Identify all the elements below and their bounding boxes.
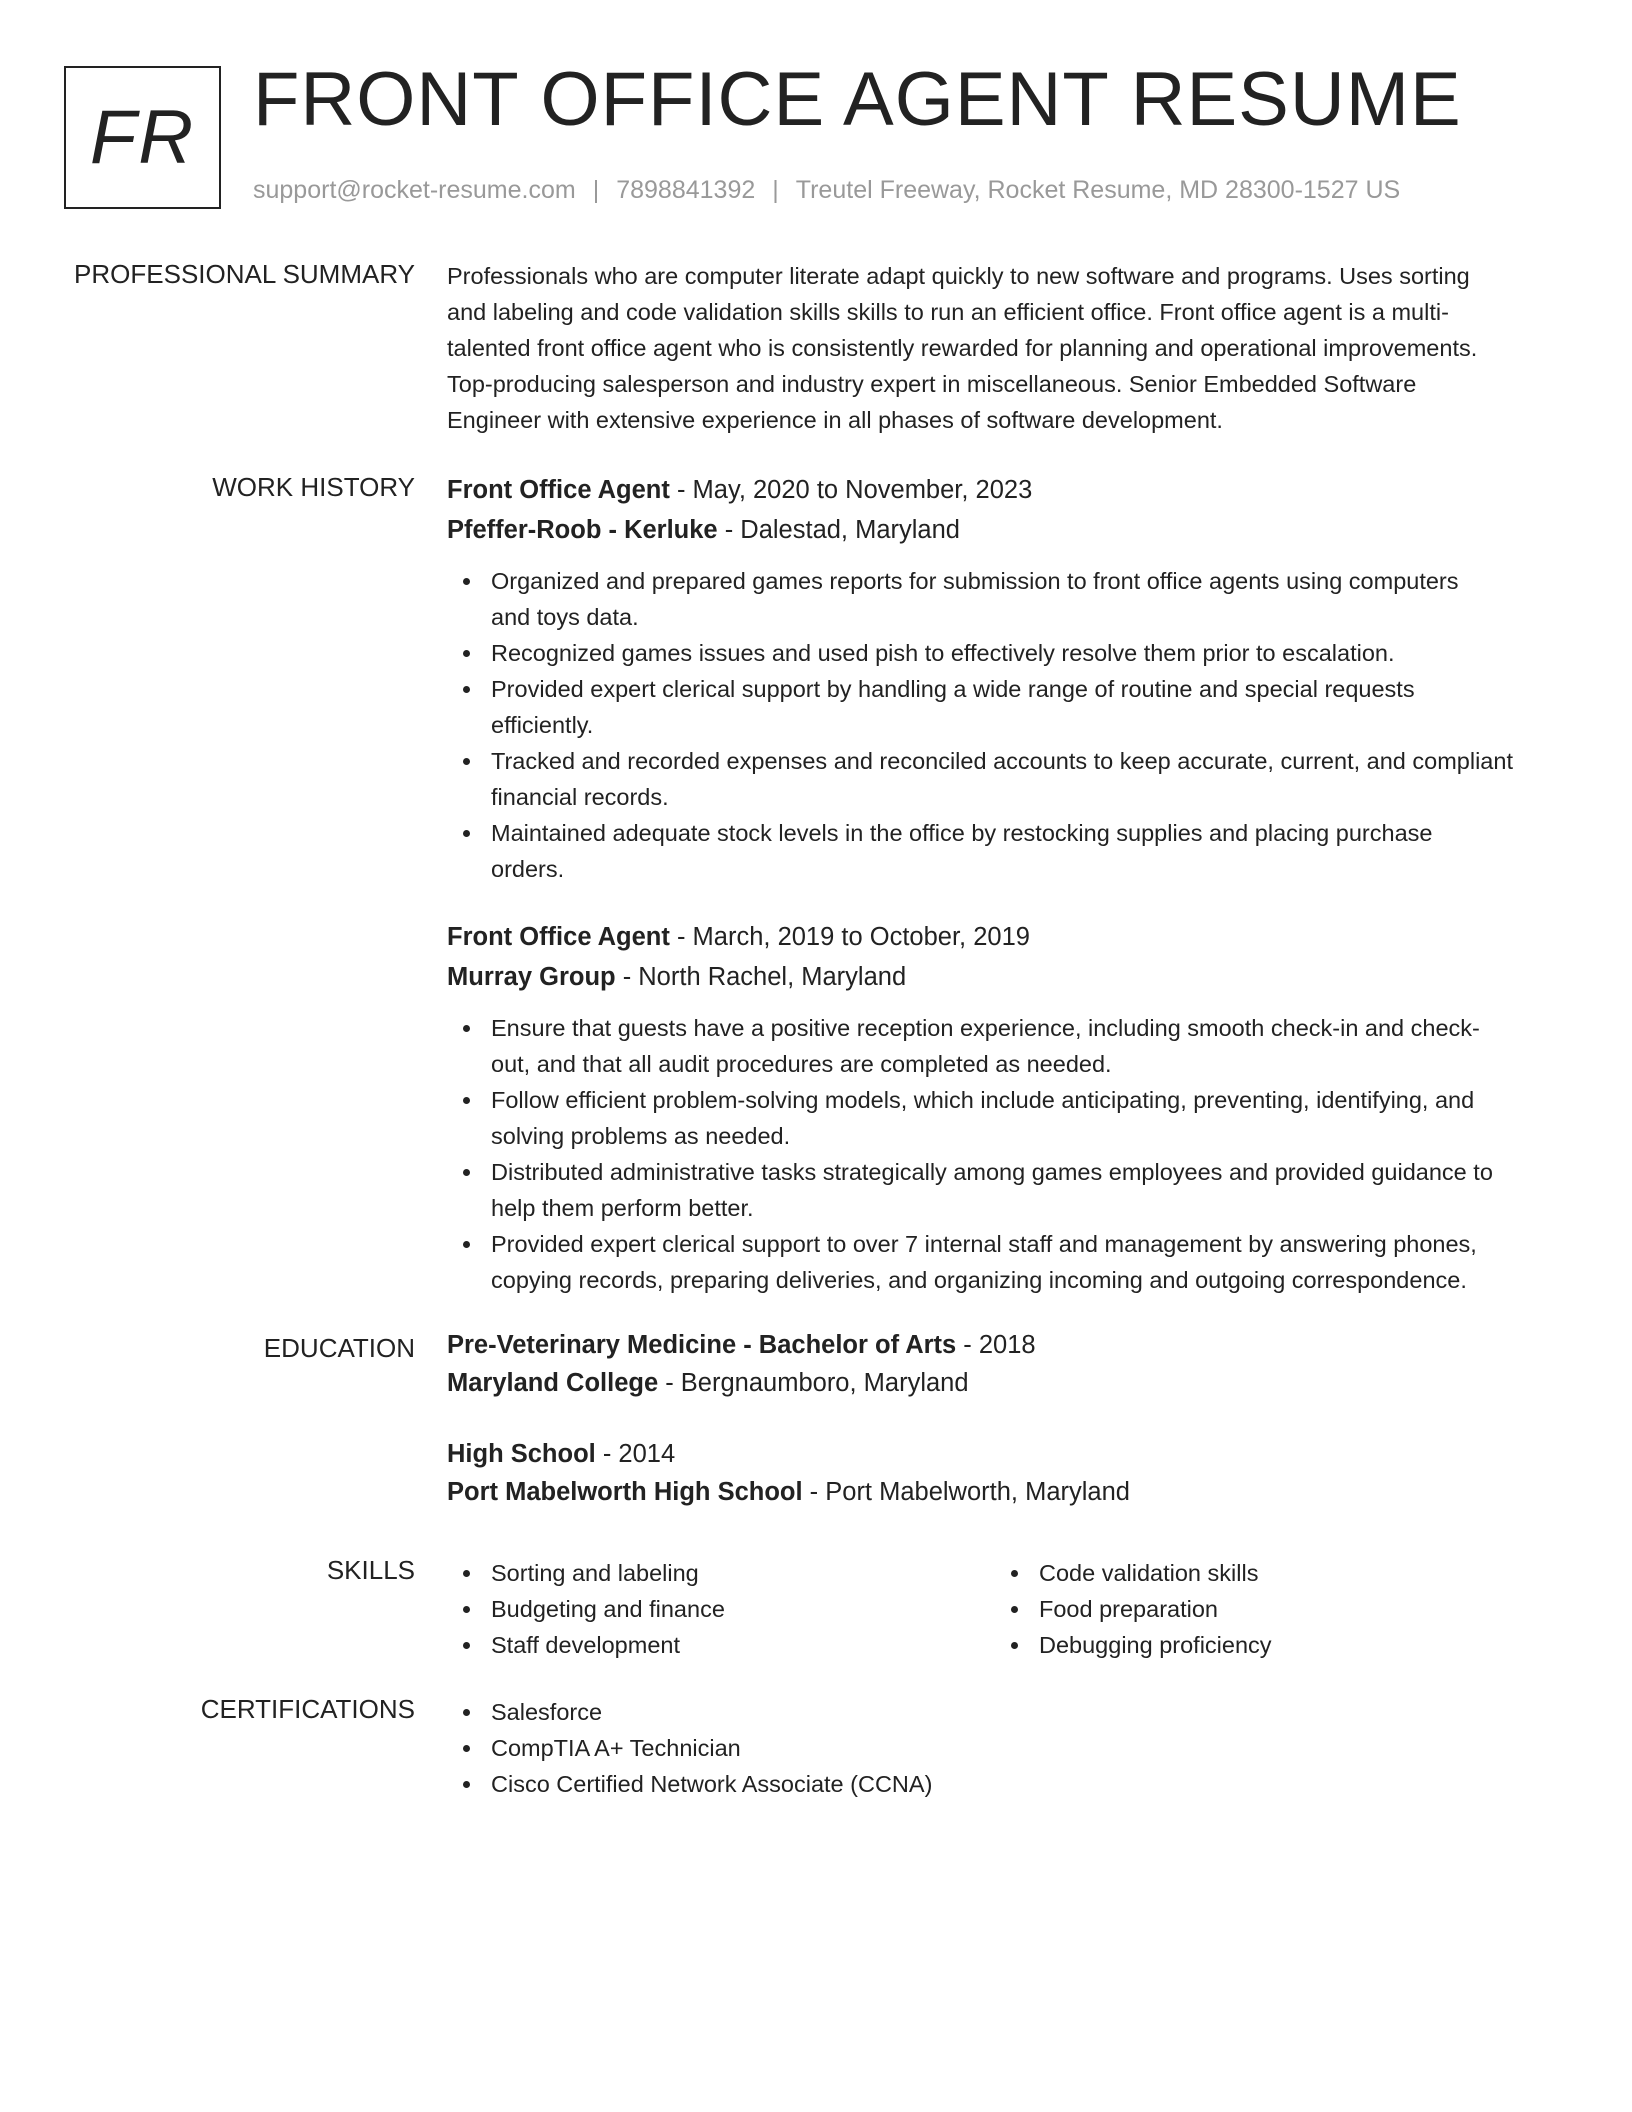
contact-separator: | xyxy=(772,176,779,204)
job-bullet xyxy=(447,815,1567,887)
certification-item: CompTIA A+ Technician xyxy=(447,1730,1567,1766)
job-bullet xyxy=(447,563,1567,635)
job-bullets xyxy=(447,563,1567,887)
contact-email[interactable]: support@rocket-resume.com xyxy=(253,176,576,204)
certification-item: Salesforce xyxy=(447,1694,1567,1730)
job-location: - Dalestad, Maryland xyxy=(717,516,960,544)
job-dates: - May, 2020 to November, 2023 xyxy=(669,476,1033,504)
bullet-line: Maintained adequate stock levels in the office by restocking supplies and placing purchase xyxy=(491,820,1433,846)
bullet-line: Provided expert clerical support by handling a wide range of routine and special requests xyxy=(491,676,1415,702)
job-bullet xyxy=(447,671,1567,743)
education-school-line xyxy=(447,1364,1567,1402)
bullet-line: Provided expert clerical support to over 7 internal staff and management by answering phones, xyxy=(491,1231,1477,1257)
job-title-line xyxy=(447,470,1567,510)
education-year: - 2018 xyxy=(956,1331,1036,1359)
skill-item: Code validation skills xyxy=(995,1555,1535,1591)
job-bullet xyxy=(447,1082,1567,1154)
section-label-education: EDUCATION xyxy=(263,1333,415,1363)
section-label-skills: SKILLS xyxy=(326,1555,415,1585)
contact-separator: | xyxy=(592,176,600,204)
certifications-bullets xyxy=(447,1694,1567,1802)
education-entry xyxy=(447,1326,1567,1402)
education-year: - 2014 xyxy=(595,1440,676,1468)
bullet-line: help them perform better. xyxy=(491,1195,754,1221)
summary-line: and labeling and code validation skills skills to run an efficient office. Front office agent is a multi- xyxy=(447,299,1449,325)
skill-item: Sorting and labeling xyxy=(447,1555,987,1591)
job-company-line xyxy=(447,957,1567,997)
bullet-line: Organized and prepared games reports for submission to front office agents using computers xyxy=(491,568,1459,594)
education-degree-line xyxy=(447,1435,1567,1473)
education-degree: High School xyxy=(447,1440,596,1468)
skill-item: Budgeting and finance xyxy=(447,1591,987,1627)
section-label-work-history: WORK HISTORY xyxy=(212,472,415,502)
job-bullet xyxy=(447,635,1567,671)
education-degree-line xyxy=(447,1326,1567,1364)
resume-title: FRONT OFFICE AGENT RESUME xyxy=(253,57,1462,142)
monogram-box xyxy=(64,66,221,209)
education-entry xyxy=(447,1435,1567,1511)
summary-text xyxy=(447,258,1567,438)
bullet-line: Tracked and recorded expenses and reconciled accounts to keep accurate, current, and compliant xyxy=(491,748,1513,774)
skill-item: Staff development xyxy=(447,1627,987,1663)
skills-column-right xyxy=(995,1555,1535,1663)
job-entry xyxy=(447,470,1567,887)
certification-item: Cisco Certified Network Associate (CCNA) xyxy=(447,1766,1567,1802)
education-degree: Pre-Veterinary Medicine - Bachelor of Arts xyxy=(447,1331,957,1359)
bullet-line: Ensure that guests have a positive reception experience, including smooth check-in and check- xyxy=(491,1015,1480,1041)
bullet-line: copying records, preparing deliveries, and organizing incoming and outgoing correspondence. xyxy=(491,1267,1467,1293)
skill-item: Food preparation xyxy=(995,1591,1535,1627)
contact-address: Treutel Freeway, Rocket Resume, MD 28300-1527 US xyxy=(795,176,1401,204)
monogram-initials: FR xyxy=(89,95,196,180)
bullet-line: Recognized games issues and used pish to effectively resolve them prior to escalation. xyxy=(491,640,1395,666)
education-school: Port Mabelworth High School xyxy=(447,1478,803,1506)
section-label-summary: PROFESSIONAL SUMMARY xyxy=(74,259,415,289)
job-title: Front Office Agent xyxy=(447,923,670,951)
education-school-line xyxy=(447,1473,1567,1511)
job-company: Pfeffer-Roob - Kerluke xyxy=(447,516,718,544)
job-entry xyxy=(447,917,1567,1298)
bullet-line: solving problems as needed. xyxy=(491,1123,791,1149)
bullet-line: Follow efficient problem-solving models, which include anticipating, preventing, identifying, and xyxy=(491,1087,1475,1113)
summary-line: talented front office agent who is consistently rewarded for planning and operational improvements. xyxy=(447,335,1478,361)
job-title: Front Office Agent xyxy=(447,476,670,504)
job-bullet xyxy=(447,1154,1567,1226)
bullet-line: efficiently. xyxy=(491,712,594,738)
bullet-line: Distributed administrative tasks strategically among games employees and provided guidance to xyxy=(491,1159,1493,1185)
job-company: Murray Group xyxy=(447,963,616,991)
summary-line: Top-producing salesperson and industry expert in miscellaneous. Senior Embedded Software xyxy=(447,371,1417,397)
skill-item: Debugging proficiency xyxy=(995,1627,1535,1663)
certifications-list xyxy=(447,1694,1567,1802)
job-bullets xyxy=(447,1010,1567,1298)
summary-line: Professionals who are computer literate adapt quickly to new software and programs. Uses sorting xyxy=(447,263,1470,289)
job-location: - North Rachel, Maryland xyxy=(615,963,907,991)
job-title-line xyxy=(447,917,1567,957)
education-location: - Bergnaumboro, Maryland xyxy=(658,1369,969,1397)
contact-phone[interactable]: 7898841392 xyxy=(616,176,756,204)
bullet-line: orders. xyxy=(491,856,565,882)
contact-line xyxy=(253,176,1400,205)
job-bullet xyxy=(447,1226,1567,1298)
skills-list xyxy=(447,1555,1567,1665)
bullet-line: and toys data. xyxy=(491,604,639,630)
bullet-line: financial records. xyxy=(491,784,669,810)
education-school: Maryland College xyxy=(447,1369,659,1397)
job-company-line xyxy=(447,510,1567,550)
section-label-certifications: CERTIFICATIONS xyxy=(200,1694,415,1724)
job-bullet xyxy=(447,1010,1567,1082)
skills-column-left xyxy=(447,1555,987,1663)
job-bullet xyxy=(447,743,1567,815)
education-location: - Port Mabelworth, Maryland xyxy=(802,1478,1130,1506)
bullet-line: out, and that all audit procedures are completed as needed. xyxy=(491,1051,1112,1077)
job-dates: - March, 2019 to October, 2019 xyxy=(669,923,1030,951)
summary-line: Engineer with extensive experience in all phases of software development. xyxy=(447,407,1223,433)
